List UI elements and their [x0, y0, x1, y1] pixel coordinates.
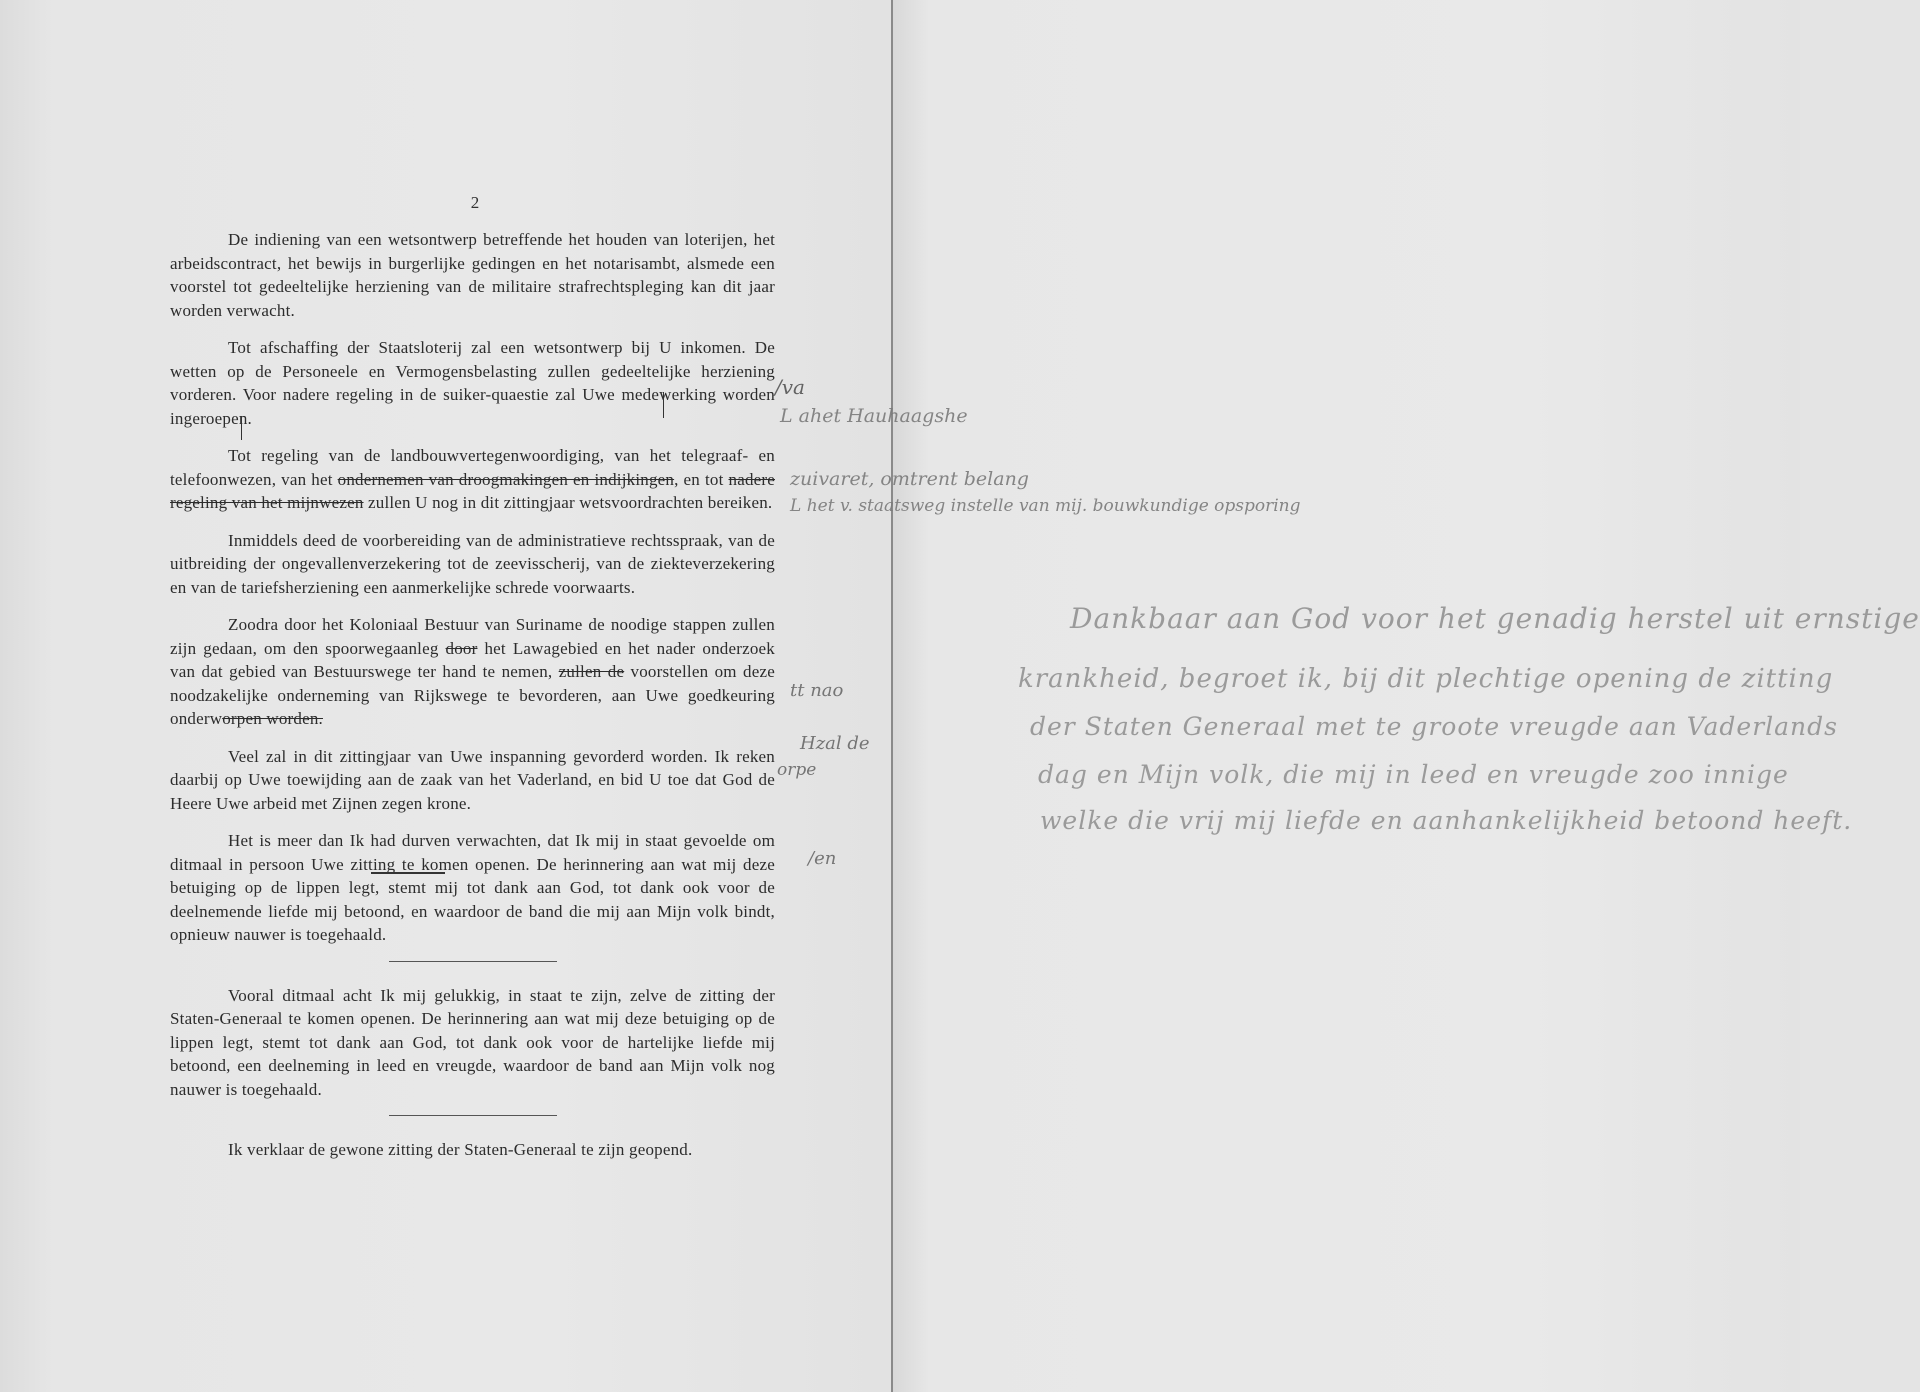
section-rule	[389, 961, 557, 962]
text-segment: het Lawagebied en het nader onderzoek van dat gebied van Bestuurswege ter hand te nemen,	[170, 638, 775, 681]
pencil-handwriting: welke die vrij mij liefde en aanhankelijkheid betoond heeft.	[1040, 806, 1853, 835]
page-fold	[891, 0, 893, 1392]
handwritten-correction: Hzal de	[800, 733, 870, 754]
paragraph	[170, 984, 775, 1102]
struck-text: ondernemen van droogmakingen en indijkingen	[337, 469, 675, 489]
handwritten-correction: L ahet Hauhaagshe	[780, 405, 968, 427]
struck-text: zullen de	[558, 662, 625, 681]
text-segment: Inmiddels deed de voorbereiding van de administratieve rechtsspraak, van de uitbreiding der ongevallenverzekering tot de zeevisscherij, van de ziekteverzekering en van de tariefsherziening een aanmerkelijke schrede voorwaarts.	[170, 530, 775, 597]
text-segment: , en tot	[674, 469, 729, 489]
text-segment: Veel zal in dit zittingjaar van Uwe inspanning gevorderd worden. Ik reken daarbij op Uwe toewijding aan de zaak van het Vaderland, en bid U toe dat God de Heere Uwe arbeid met Zijnen zegen krone.	[170, 746, 775, 813]
pencil-handwriting: Dankbaar aan God voor het genadig herstel uit ernstige	[1070, 602, 1920, 635]
text-segment: De indiening van een wetsontwerp betreffende het houden van loterijen, het arbeidscontract, het bewijs in burgerlijke gedingen en het notarisambt, alsmede een voorstel tot gedeeltelijke herziening van de militaire strafrechtspleging kan dit jaar worden verwacht.	[170, 230, 775, 320]
text-segment: Zoodra door het Koloniaal Bestuur van Suriname de noodige stappen zullen zijn gedaan, om den spoorwegaanleg	[170, 615, 775, 658]
struck-text: orpen worden.	[222, 709, 323, 728]
section-rule	[389, 1115, 557, 1116]
pencil-handwriting: der Staten Generaal met te groote vreugde aan Vaderlands	[1030, 712, 1838, 741]
paragraph	[170, 444, 775, 515]
struck-text: door	[445, 638, 478, 658]
text-segment: Het is meer dan Ik had durven verwachten, dat Ik mij in staat gevoelde om ditmaal in persoon Uwe zitting te komen openen. De herinnering aan wat mij deze betuiging op de lippen legt, stemt mij tot dank aan God, tot dank ook voor de deelnemende liefde mij betoond, en waardoor de band die mij aan Mijn volk bindt, opnieuw nauwer is toegehaald.	[170, 831, 775, 944]
handwritten-correction: tt nao	[790, 680, 844, 701]
text-segment: Tot afschaffing der Staatsloterij zal een wetsontwerp bij U inkomen. De wetten op de Personeele en Vermogensbelasting zullen gedeeltelijke herziening vorderen. Voor nadere regeling in de suiker-quaestie zal Uwe medewerking worden ingeroepen.	[170, 338, 775, 428]
handwritten-correction: orpe	[777, 760, 817, 780]
right-page	[893, 0, 1800, 1392]
pencil-handwriting: krankheid, begroet ik, bij dit plechtige opening de zitting	[1018, 664, 1834, 694]
handwritten-correction: /en	[808, 848, 837, 869]
insertion-mark	[241, 416, 242, 440]
paragraph	[170, 228, 775, 322]
paragraph	[170, 829, 775, 947]
underline-mark	[371, 872, 445, 874]
paragraph	[170, 613, 775, 731]
text-segment: voorstellen om deze noodzakelijke onderneming van Rijkswege te bevorderen, aan Uwe goedkeuring onderw	[170, 662, 775, 728]
handwritten-correction: L het v. staatsweg instelle van mij. bouwkundige opsporing	[790, 496, 1301, 516]
text-segment: zullen U nog in dit zittingjaar wetsvoordrachten bereiken.	[363, 493, 773, 512]
handwritten-correction: /va	[775, 375, 805, 399]
typeset-text	[170, 228, 775, 1176]
page-number: 2	[470, 193, 480, 212]
struck-text: nadere regeling van het mijnwezen	[170, 469, 775, 512]
text-segment: Tot regeling van de landbouwvertegenwoordiging, van het telegraaf- en telefoonwezen, van het	[170, 446, 775, 489]
text-segment: Vooral ditmaal acht Ik mij gelukkig, in staat te zijn, zelve de zitting der Staten-Generaal te komen openen. De herinnering aan wat mij deze betuiging op de lippen legt, stemt tot dank aan God, tot dank ook voor de hartelijke liefde mij betoond, een deelneming in leed en vreugde, waardoor de band aan Mijn volk nog nauwer is toegehaald.	[170, 985, 775, 1099]
pencil-handwriting: dag en Mijn volk, die mij in leed en vreugde zoo innige	[1038, 760, 1789, 789]
handwritten-correction: zuivaret, omtrent belang	[790, 468, 1029, 490]
paragraph	[170, 745, 775, 816]
insertion-mark	[663, 392, 664, 418]
text-segment: Ik verklaar de gewone zitting der Staten-Generaal te zijn geopend.	[228, 1140, 693, 1159]
paragraph	[170, 529, 775, 600]
paragraph	[170, 1138, 775, 1162]
paragraph	[170, 336, 775, 430]
